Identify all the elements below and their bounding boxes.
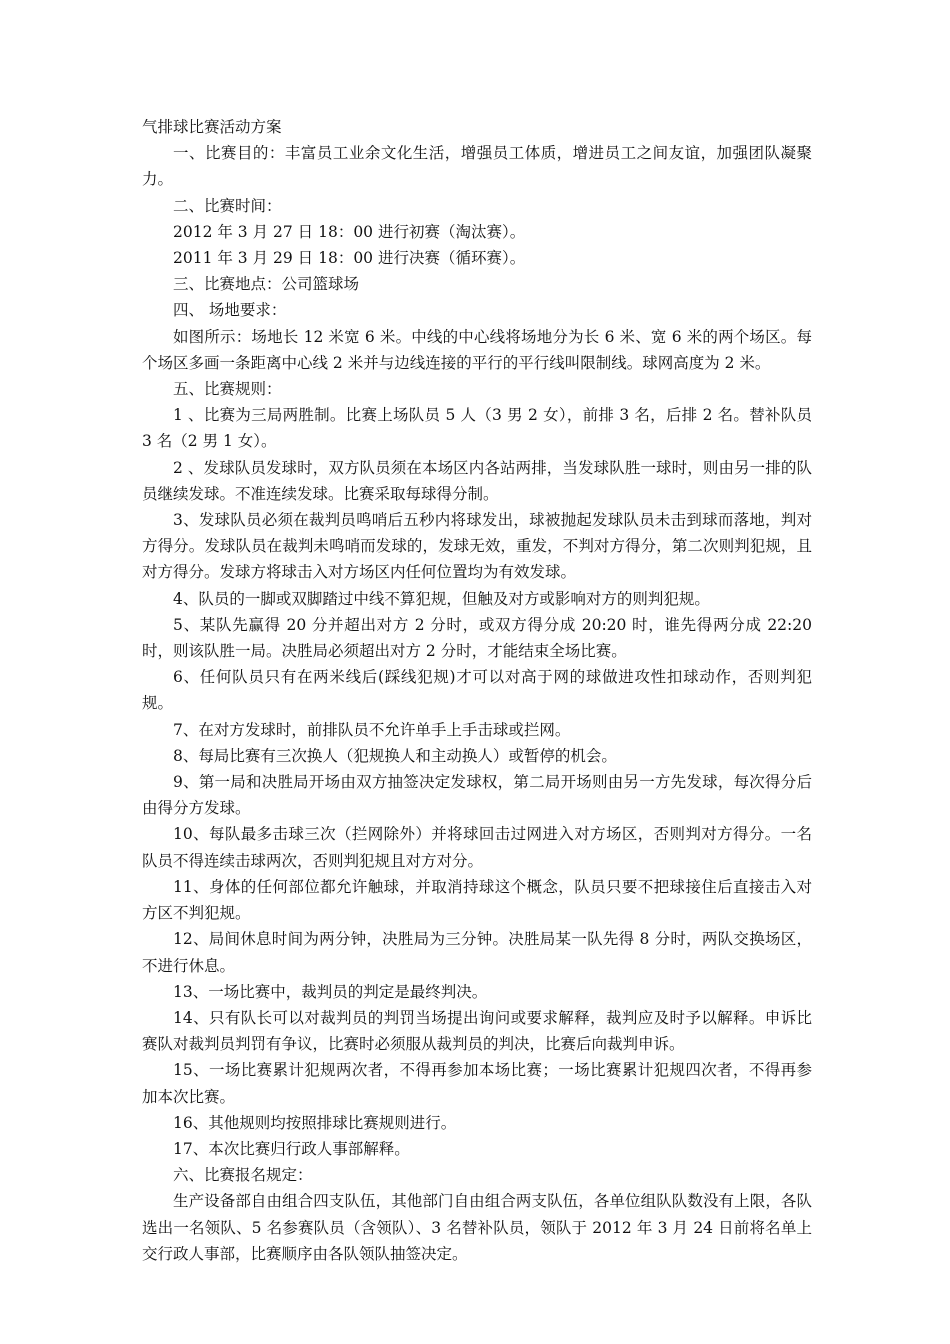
- rule-item: 17、本次比赛归行政人事部解释。: [173, 1139, 410, 1158]
- rule-item: 2 、发球队员发球时，双方队员须在本场区内各站两排，当发球队胜一球时，则由另一排的队员继续发球。不准连续发球。比赛采取每球得分制。: [142, 458, 812, 503]
- rule-item: 16、其他规则均按照排球比赛规则进行。: [173, 1113, 457, 1132]
- document-body: [142, 114, 812, 1267]
- field-description: 如图所示：场地长 12 米宽 6 米。中线的中心线将场地分为长 6 米、宽 6 米的两个场区。每个场区多画一条距离中心线 2 米并与边线连接的平行的平行线叫限制线。球网高度为 2 米。: [142, 327, 812, 372]
- time-final: 2011 年 3 月 29 日 18：00 进行决赛（循环赛）。: [173, 249, 526, 268]
- rule-item: 14、只有队长可以对裁判员的判罚当场提出询问或要求解释，裁判应及时予以解释。申诉比赛队对裁判员判罚有争议，比赛时必须服从裁判员的判决，比赛后向裁判申诉。: [142, 1008, 812, 1054]
- section-purpose: 一、比赛目的：丰富员工业余文化生活，增强员工体质，增进员工之间友谊，加强团队凝聚力。: [142, 144, 812, 189]
- rule-item: 7、在对方发球时，前排队员不允许单手上手击球或拦网。: [173, 720, 571, 739]
- rule-item: 9、第一局和决胜局开场由双方抽签决定发球权，第二局开场则由另一方先发球，每次得分后由得分方发球。: [142, 773, 812, 818]
- rule-item: 8、每局比赛有三次换人（犯规换人和主动换人）或暂停的机会。: [173, 746, 617, 765]
- rule-item: 13、一场比赛中，裁判员的判定是最终判决。: [173, 982, 488, 1001]
- registration-description: 生产设备部自由组合四支队伍，其他部门自由组合两支队伍，各单位组队队数没有上限，各队选出一名领队、5 名参赛队员（含领队）、3 名替补队员，领队于 2012 年 3 月 24 日前将名单上交行政人事部，比赛顺序由各队领队抽签决定。: [142, 1192, 812, 1263]
- rule-item: 4、队员的一脚或双脚踏过中线不算犯规，但触及对方或影响对方的则判犯规。: [173, 589, 710, 608]
- section-field-heading: 四、 场地要求：: [173, 301, 287, 320]
- document-title: 气排球比赛活动方案: [142, 118, 282, 136]
- rule-item: 11、身体的任何部位都允许触球，并取消持球这个概念，队员只要不把球接住后直接击入对方区不判犯规。: [142, 877, 812, 923]
- time-preliminary: 2012 年 3 月 27 日 18：00 进行初赛（淘汰赛）。: [173, 222, 526, 241]
- rule-item: 6、任何队员只有在两米线后(踩线犯规)才可以对高于网的球做进攻性扣球动作，否则判犯规。: [142, 668, 812, 713]
- section-rules-heading: 五、比赛规则：: [173, 380, 282, 399]
- rule-item: 10、每队最多击球三次（拦网除外）并将球回击过网进入对方场区，否则判对方得分。一名队员不得连续击球两次，否则判犯规且对方对分。: [142, 825, 812, 870]
- rule-item: 5、某队先赢得 20 分并超出对方 2 分时，或双方得分成 20:20 时，谁先得两分成 22:20 时，则该队胜一局。决胜局必须超出对方 2 分时，才能结束全场比赛。: [142, 615, 812, 661]
- rule-item: 15、一场比赛累计犯规两次者，不得再参加本场比赛；一场比赛累计犯规四次者，不得再参加本次比赛。: [142, 1061, 812, 1106]
- section-time-heading: 二、比赛时间：: [173, 196, 282, 215]
- section-registration-heading: 六、比赛报名规定：: [173, 1166, 313, 1185]
- rule-item: 1 、比赛为三局两胜制。比赛上场队员 5 人（3 男 2 女），前排 3 名，后排 2 名。替补队员 3 名（2 男 1 女）。: [142, 406, 812, 451]
- section-location: 三、比赛地点：公司篮球场: [173, 275, 360, 294]
- rule-item: 3、发球队员必须在裁判员鸣哨后五秒内将球发出，球被抛起发球队员未击到球而落地，判对方得分。发球队员在裁判未鸣哨而发球的，发球无效，重发，不判对方得分，第二次则判犯规，且对方得分。发球方将球击入对方场区内任何位置均为有效发球。: [142, 511, 812, 582]
- rule-item: 12、局间休息时间为两分钟，决胜局为三分钟。决胜局某一队先得 8 分时，两队交换场区，不进行休息。: [142, 930, 812, 975]
